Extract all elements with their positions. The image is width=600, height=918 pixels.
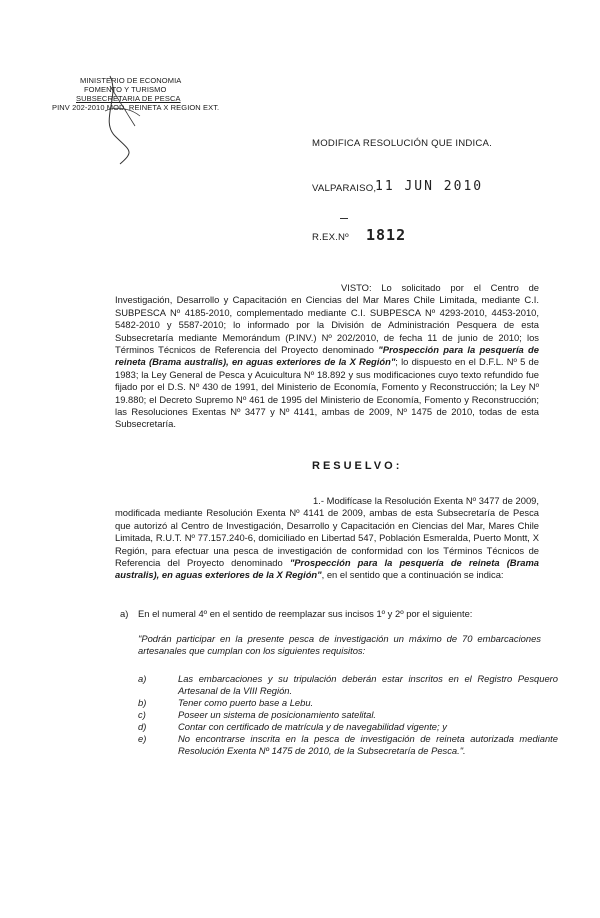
- visto-label: VISTO:: [341, 282, 372, 293]
- requirement-label: d): [138, 721, 147, 732]
- place-label: VALPARAISO,: [312, 183, 377, 194]
- requirement-label: b): [138, 697, 147, 708]
- requirement-item: [138, 673, 558, 697]
- document-title: MODIFICA RESOLUCIÓN QUE INDICA.: [312, 138, 492, 149]
- letterhead-subsecretaria: SUBSECRETARIA DE PESCA: [76, 94, 181, 103]
- sub-item-a: [120, 608, 544, 620]
- visto-paragraph: [115, 282, 539, 431]
- requirement-text: Poseer un sistema de posicionamiento satelital.: [178, 709, 377, 720]
- requirement-text: Las embarcaciones y su tripulación deberán estar inscritos en el Registro Pesquero Artesanal de la VIII Región.: [178, 673, 558, 696]
- sub-item-a-text: En el numeral 4º en el sentido de reemplazar sus incisos 1º y 2º por el siguiente:: [138, 608, 473, 619]
- date-stamp: 11 JUN 2010: [375, 179, 484, 194]
- requirement-label: e): [138, 733, 147, 744]
- article-1-text-2: , en el sentido que a continuación se indica:: [321, 569, 504, 581]
- requirement-text: No encontrarse inscrita en la pesca de investigación de reineta autorizada mediante Resolución Exenta Nº 1475 de 2010, de la Subsecretaría de Pesca.".: [178, 733, 558, 756]
- letterhead-reference: PINV 202-2010 MOD. REINETA X REGION EXT.: [52, 103, 220, 112]
- requirement-text: Tener como puerto base a Lebu.: [178, 697, 314, 708]
- sub-item-a-label: a): [120, 608, 129, 619]
- article-1-project-name: "Prospección para la pesquería de reineta (Brama australis), en aguas exteriores de la X Región": [115, 557, 539, 581]
- letterhead-ministry-2: FOMENTO Y TURISMO: [84, 85, 167, 94]
- resuelvo-heading: RESUELVO:: [312, 460, 403, 472]
- visto-text-1: Lo solicitado por el Centro de Investigación, Desarrollo y Capacitación en Ciencias del Mar Mares Chile Limitada, mediante C.I. SUBPESCA Nº 4185-2010, complementado mediante C.I. SUBPESCA Nº 4293-2010, 4453-2010, 5482-2010 y 5587-2010; lo informado por la División de Administración Pesquera de esta Subsecretaría mediante Memorándum (P.INV.) Nº 202/2010, de fecha 11 de junio de 2010; los Términos Técnicos de Referencia del Proyecto denominado: [115, 282, 539, 356]
- requirement-item: [138, 697, 558, 709]
- article-1-text-1: 1.- Modifícase la Resolución Exenta Nº 3477 de 2009, modificada mediante Resolución Exenta Nº 4141 de 2009, ambas de esta Subsecretaría de Pesca que autorizó al Centro de Investigación, Desarrollo y Capacitación en Ciencias del Mar, Mares Chile Limitada, R.U.T. Nº 77.157.240-6, domiciliado en Libertad 547, Población Esmeralda, Puerto Montt, X Región, para efectuar una pesca de investigación de conformidad con los Términos Técnicos de Referencia del Proyecto denominado: [115, 495, 539, 569]
- letterhead-ministry: MINISTERIO DE ECONOMIA: [80, 76, 182, 85]
- requirement-label: c): [138, 709, 146, 720]
- requirement-text: Contar con certificado de matrícula y de navegabilidad vigente; y: [178, 721, 447, 732]
- visto-project-name: "Prospección para la pesquería de reineta (Brama australis), en aguas exteriores de la X Región": [115, 344, 540, 368]
- visto-text-2: ; lo dispuesto en el D.F.L. Nº 5 de 1983; la Ley General de Pesca y Acuicultura Nº 18.892 y sus modificaciones cuyo texto refundido fue fijado por el D.S. Nº 430 de 1991, del Ministerio de Economía, Fomento y Reconstrucción; la Ley Nº 19.880; el Decreto Supremo Nº 461 de 1995 del Ministerio de Economía, Fomento y Reconstrucción; las Resoluciones Exentas Nº 3477 y Nº 4141, ambas de 2009, Nº 1475 de 2010, todas de esta Subsecretaría.: [115, 356, 539, 430]
- requirement-label: a): [138, 673, 147, 684]
- rex-number: 1812: [366, 226, 407, 244]
- dash-mark: [340, 218, 348, 219]
- rex-label: R.EX.Nº: [312, 232, 349, 243]
- signature-mark: [80, 66, 170, 166]
- requirement-item: [138, 721, 558, 733]
- article-1-paragraph: [115, 495, 539, 582]
- requirement-item: [138, 733, 558, 769]
- quote-intro: "Podrán participar en la presente pesca de investigación un máximo de 70 embarcaciones artesanales que cumplan con los siguientes requisitos:: [138, 633, 541, 657]
- requirement-item: [138, 709, 558, 721]
